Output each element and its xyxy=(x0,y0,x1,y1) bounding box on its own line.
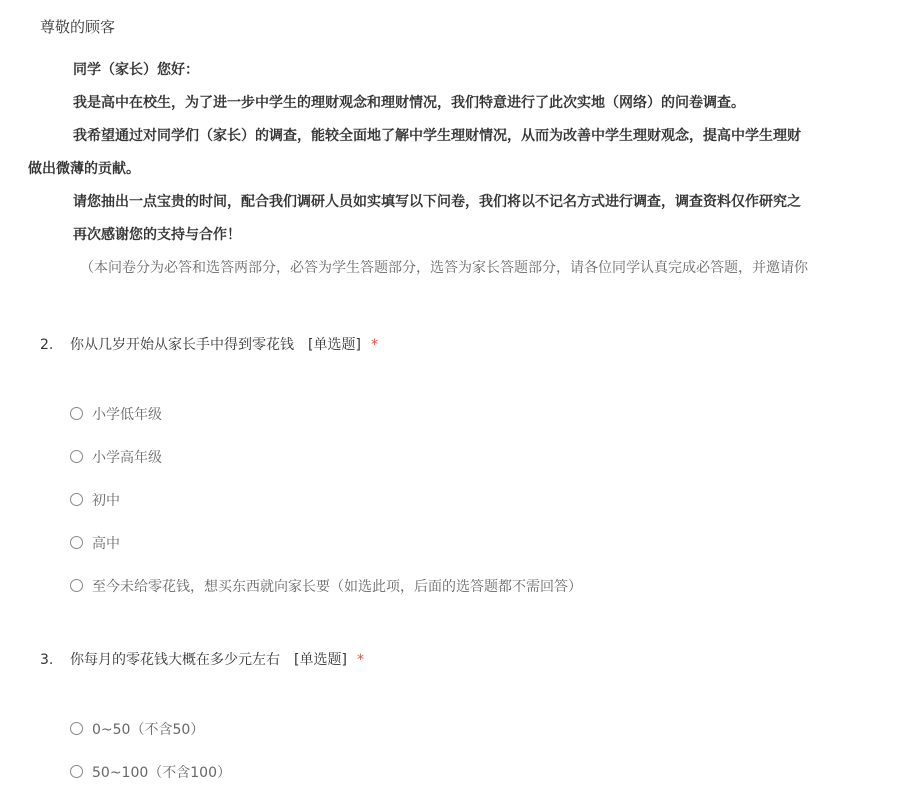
question-number: 2. xyxy=(40,337,54,353)
intro-paragraph-1: 我是高中在校生，为了进一步中学生的理财观念和理财情况，我们特意进行了此次实地（网络）的问卷调查。 xyxy=(73,95,745,111)
question-type-badge: [单选题] xyxy=(308,337,361,353)
required-asterisk: * xyxy=(356,652,364,668)
option-label: 高中 xyxy=(92,535,120,552)
option-q3-2[interactable] xyxy=(70,750,231,793)
required-asterisk: * xyxy=(370,337,378,353)
radio-button-icon[interactable] xyxy=(70,536,83,549)
radio-button-icon[interactable] xyxy=(70,450,83,463)
option-q2-2[interactable] xyxy=(70,435,582,478)
option-label: 小学高年级 xyxy=(92,449,162,466)
radio-button-icon[interactable] xyxy=(70,493,83,506)
radio-button-icon[interactable] xyxy=(70,765,83,778)
radio-button-icon[interactable] xyxy=(70,579,83,592)
option-q2-5[interactable] xyxy=(70,564,582,607)
survey-intro xyxy=(28,54,900,285)
intro-paragraph-2-continued: 做出微薄的贡献。 xyxy=(28,161,140,177)
option-q3-1[interactable] xyxy=(70,707,231,750)
question-text: 你每月的零花钱大概在多少元左右 xyxy=(70,652,280,668)
greeting-text: 尊敬的顾客 xyxy=(40,18,116,36)
question-text: 你从几岁开始从家长手中得到零花钱 xyxy=(70,337,294,353)
question-2-options xyxy=(70,392,582,607)
intro-paragraph-3: 请您抽出一点宝贵的时间，配合我们调研人员如实填写以下问卷，我们将以不记名方式进行调查，调查资料仅作研究之 xyxy=(73,194,801,210)
radio-button-icon[interactable] xyxy=(70,407,83,420)
option-label: 初中 xyxy=(92,492,120,509)
radio-button-icon[interactable] xyxy=(70,722,83,735)
question-3-options xyxy=(70,707,231,793)
intro-paragraph-4: 再次感谢您的支持与合作！ xyxy=(73,227,241,243)
option-label: 小学低年级 xyxy=(92,406,162,423)
question-number: 3. xyxy=(40,652,54,668)
intro-note: （本问卷分为必答和选答两部分，必答为学生答题部分，选答为家长答题部分，请各位同学认真完成必答题，并邀请你 xyxy=(80,260,808,276)
question-3-title xyxy=(40,649,364,669)
option-q2-3[interactable] xyxy=(70,478,582,521)
intro-salutation: 同学（家长）您好： xyxy=(73,62,199,78)
option-label: 50~100（不含100） xyxy=(92,764,231,781)
option-q2-1[interactable] xyxy=(70,392,582,435)
intro-paragraph-2: 我希望通过对同学们（家长）的调查，能较全面地了解中学生理财情况，从而为改善中学生理财观念，提高中学生理财 xyxy=(73,128,801,144)
option-label: 0~50（不含50） xyxy=(92,721,205,738)
option-label: 至今未给零花钱，想买东西就向家长要（如选此项，后面的选答题都不需回答） xyxy=(92,578,582,595)
option-q2-4[interactable] xyxy=(70,521,582,564)
question-2-title xyxy=(40,334,378,354)
question-type-badge: [单选题] xyxy=(294,652,347,668)
